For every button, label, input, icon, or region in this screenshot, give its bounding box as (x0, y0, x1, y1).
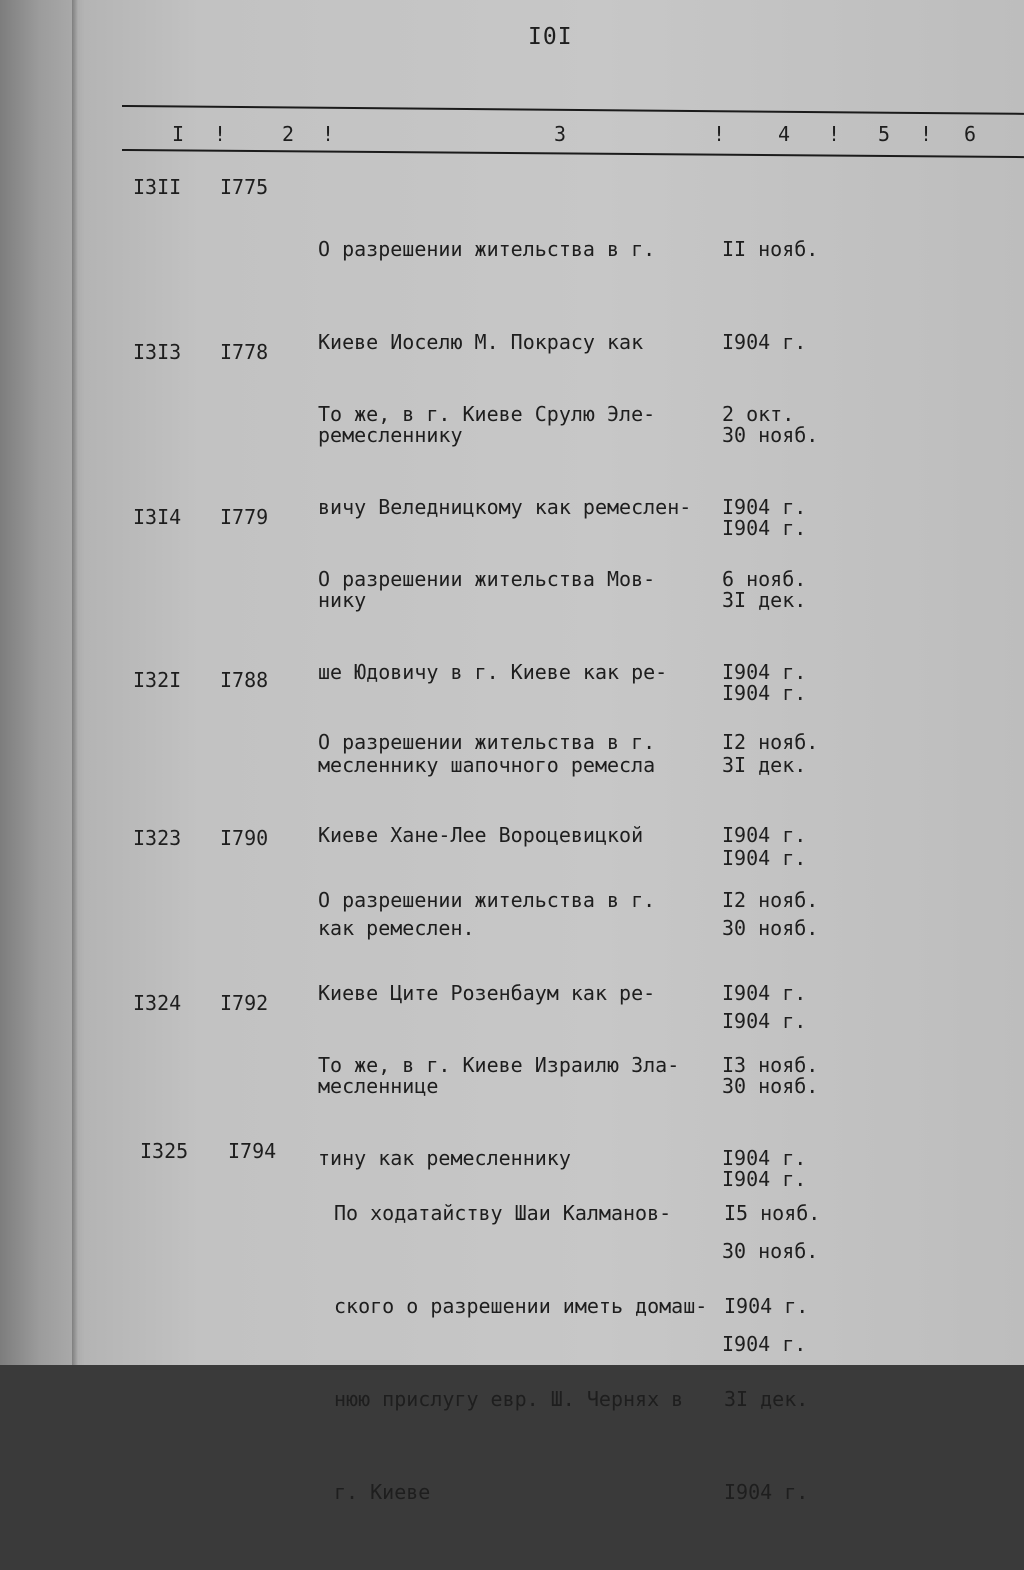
description-line: как ремеслен. (318, 916, 475, 940)
record-number: I3II (133, 175, 182, 199)
record-description (334, 1136, 734, 1570)
description-line: ше Юдовичу в г. Киеве как ре- (318, 660, 668, 684)
description-line: тину как ремесленнику (318, 1146, 571, 1170)
column-separator: ! (322, 122, 335, 146)
description-line: месленнице (318, 1074, 439, 1098)
column-header-1: I (172, 122, 185, 146)
page-number: I0I (528, 24, 573, 50)
description-line: месленнику шапочного ремесла (318, 753, 656, 777)
date-line: I5 нояб. (724, 1201, 821, 1225)
date-line: I904 г. (722, 516, 807, 540)
column-separator: ! (214, 122, 227, 146)
original-number: I794 (228, 1139, 277, 1163)
date-line: 3I дек. (722, 588, 807, 612)
date-line: 6 нояб. (722, 567, 807, 591)
original-number: I775 (220, 175, 269, 199)
column-separator: ! (920, 122, 933, 146)
column-separator: ! (713, 122, 726, 146)
date-line: 3I дек. (722, 753, 807, 777)
date-line: 30 нояб. (722, 1074, 819, 1098)
date-line: I904 г. (724, 1294, 809, 1318)
date-line: I904 г. (722, 1009, 807, 1033)
date-line: I904 г. (722, 660, 807, 684)
date-line: I904 г. (722, 1146, 807, 1170)
description-line: По ходатайству Шаи Калманов- (334, 1201, 672, 1225)
date-line: I904 г. (722, 330, 807, 354)
record-number: I325 (140, 1139, 189, 1163)
description-line: Киеве Иоселю М. Покрасу как (318, 330, 644, 354)
date-line: II нояб. (722, 237, 819, 261)
description-line: нику (318, 588, 367, 612)
description-line: ского о разрешении иметь домаш- (334, 1294, 708, 1318)
date-line: I904 г. (722, 823, 807, 847)
description-line: Киеве Ците Розенбаум как ре- (318, 981, 656, 1005)
record-number: I3I4 (133, 505, 182, 529)
description-line: Киеве Хане-Лее Вороцевицкой (318, 823, 644, 847)
date-line: I904 г. (722, 846, 807, 870)
header-rule-top (122, 105, 1024, 115)
original-number: I788 (220, 668, 269, 692)
column-separator: ! (828, 122, 841, 146)
description-line: вичу Веледницкому как ремеслен- (318, 495, 692, 519)
date-line: I904 г. (724, 1480, 809, 1504)
description-line: нюю прислугу евр. Ш. Чернях в (334, 1387, 684, 1411)
description-line: О разрешении жительства в г. (318, 237, 656, 261)
date-line: 30 нояб. (722, 916, 819, 940)
record-number: I323 (133, 826, 182, 850)
description-line: ремесленнику (318, 423, 463, 447)
date-line: I2 нояб. (722, 888, 819, 912)
date-line: I904 г. (722, 1167, 807, 1191)
date-line: I904 г. (722, 495, 807, 519)
description-line: г. Киеве (334, 1480, 431, 1504)
date-line: I2 нояб. (722, 730, 819, 754)
original-number: I779 (220, 505, 269, 529)
column-header-3: 3 (554, 122, 567, 146)
original-number: I778 (220, 340, 269, 364)
header-rule-bottom (122, 149, 1024, 158)
original-number: I790 (220, 826, 269, 850)
column-header-2: 2 (282, 122, 295, 146)
date-line: I904 г. (722, 1332, 807, 1356)
column-header-4: 4 (778, 122, 791, 146)
record-dates (724, 1136, 820, 1570)
record-number: I324 (133, 991, 182, 1015)
date-line: 30 нояб. (722, 1239, 819, 1263)
record-number: I32I (133, 668, 182, 692)
description-line: О разрешении жительства в г. (318, 888, 656, 912)
description-line: О разрешении жительства в г. (318, 730, 656, 754)
date-line: 3I дек. (724, 1387, 809, 1411)
description-line: О разрешении жительства Мов- (318, 567, 656, 591)
original-number: I792 (220, 991, 269, 1015)
date-line: 2 окт. (722, 402, 795, 426)
description-line: То же, в г. Киеве Срулю Эле- (318, 402, 656, 426)
date-line: 30 нояб. (722, 423, 819, 447)
page-edge-shadow (72, 0, 78, 1365)
date-line: I3 нояб. (722, 1053, 819, 1077)
column-header-6: 6 (964, 122, 977, 146)
date-line: I904 г. (722, 681, 807, 705)
record-number: I3I3 (133, 340, 182, 364)
date-line: I904 г. (722, 981, 807, 1005)
column-header-5: 5 (878, 122, 891, 146)
description-line: То же, в г. Киеве Израилю Зла- (318, 1053, 680, 1077)
